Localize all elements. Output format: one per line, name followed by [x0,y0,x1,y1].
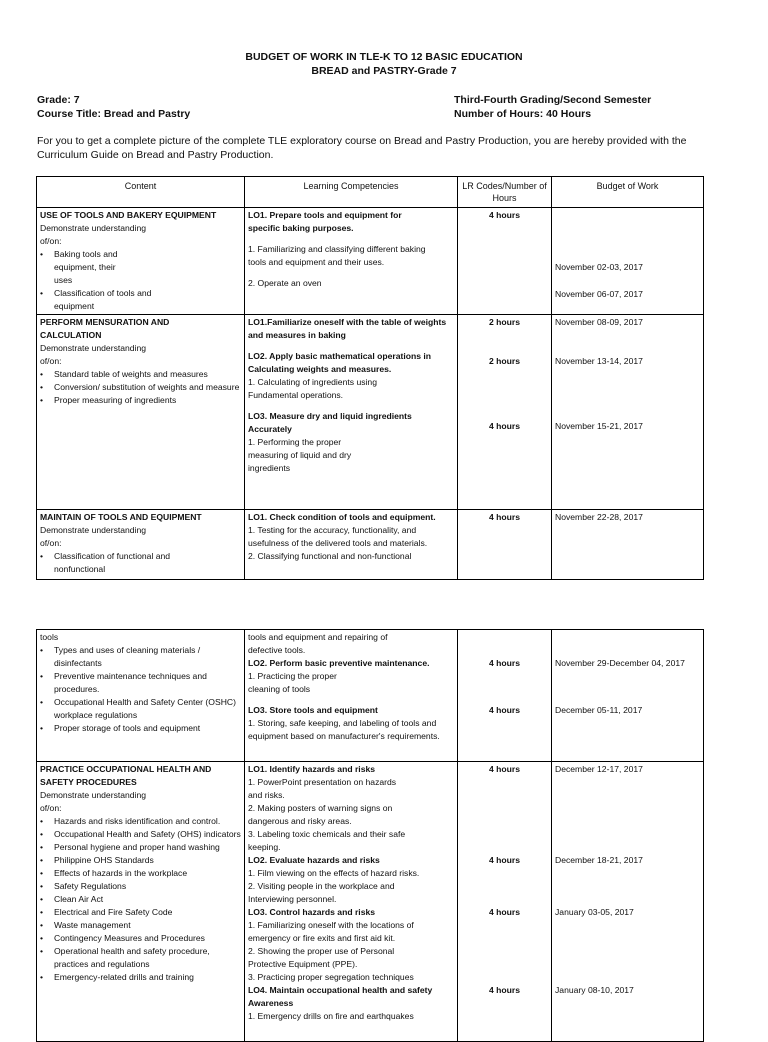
content-bullet: • Operational health and safety procedure, practices and regulations [40,945,241,971]
hours-value: 4 hours [488,764,521,774]
budget-table-1 [36,176,704,580]
document-title: BUDGET OF WORK IN TLE-K TO 12 BASIC EDUCATION [245,51,523,63]
content-bullet: • Effects of hazards in the workplace [40,867,241,880]
competency-item: 2. Showing the proper use of Personal Protective Equipment (PPE). [248,946,395,969]
hours-value: 4 hours [488,907,521,917]
content-bullet: • Baking tools and equipment, their uses [40,248,134,287]
content-bullet: • Classification of functional and nonfunctional [40,550,204,576]
competency-lo: LO1. Prepare tools and equipment for specific baking purposes. [248,210,402,233]
competency-item: 3. Labeling toxic chemicals and their safe keeping. [248,829,406,852]
content-bullet: • Personal hygiene and proper hand washing [40,841,224,854]
competency-item: 1. Emergency drills on fire and earthquakes [248,1011,414,1021]
budget-date: November 02-03, 2017 [555,262,643,272]
competency-item: 1. Calculating of ingredients using Fundamental operations. [248,377,377,400]
budget-date: December 12-17, 2017 [555,764,643,774]
col-header-hours: LR Codes/Number of Hours [458,177,552,208]
number-of-hours: Number of Hours: 40 Hours [454,108,592,120]
content-bullet: • Conversion/ substitution of weights and measure [40,381,241,394]
content-bullet: • Contingency Measures and Procedures [40,932,241,945]
content-bullet: • Proper storage of tools and equipment [40,722,241,735]
content-line: of/on: [40,538,62,548]
competency-cell [245,630,458,762]
grading-period: Third-Fourth Grading/Second Semester [454,94,652,106]
content-cell [37,510,245,580]
competency-item: 1. Performing the proper measuring of liquid and dry ingredients [248,437,352,473]
budget-cell [552,315,704,510]
col-header-budget: Budget of Work [552,177,704,208]
budget-cell [552,762,704,1042]
table-header-row [37,177,704,208]
budget-date: November 29-December 04, 2017 [555,658,685,668]
hours-cell [458,208,552,315]
competency-item: 2. Operate an oven [248,278,322,288]
content-bullet: • Waste management [40,919,241,932]
content-bullet: • Occupational Health and Safety (OHS) indicators [40,828,241,841]
content-bullet: • Safety Regulations [40,880,241,893]
budget-date: January 03-05, 2017 [555,907,634,917]
content-bullet: • Philippine OHS Standards [40,854,241,867]
col-header-competencies: Learning Competencies [245,177,458,208]
content-bullet: • Proper measuring of ingredients [40,394,241,407]
budget-cell [552,630,704,762]
budget-cell [552,208,704,315]
hours-cell [458,630,552,762]
hours-value: 4 hours [488,705,521,715]
content-line: of/on: [40,803,62,813]
content-title: MAINTAIN OF TOOLS AND EQUIPMENT [40,512,202,522]
competency-item: tools and equipment and repairing of defective tools. [248,632,388,655]
competency-item: 1. Familiarizing oneself with the locations of emergency or fire exits and first aid kit. [248,920,414,943]
competency-lo: LO1.Familiarize oneself with the table of weights and measures in baking [248,317,447,340]
competency-item: 1. Film viewing on the effects of hazard risks. [248,868,420,878]
content-title: PERFORM MENSURATION AND CALCULATION [40,317,170,340]
content-bullet: • Occupational Health and Safety Center (OSHC) workplace regulations [40,696,241,722]
content-cell [37,762,245,1042]
competency-item: 1. Storing, safe keeping, and labeling of tools and equipment based on manufacturer's requirements. [248,718,440,741]
content-line: of/on: [40,236,62,246]
competency-lo: LO3. Store tools and equipment [248,705,378,715]
content-bullet: • Hazards and risks identification and control. [40,815,234,828]
content-line: Demonstrate understanding [40,223,147,233]
competency-cell [245,762,458,1042]
competency-lo: LO4. Maintain occupational health and safety Awareness [248,985,433,1008]
content-bullet: • Types and uses of cleaning materials / disinfectants [40,644,241,670]
hours-value: 4 hours [488,658,521,668]
content-line: tools [40,632,59,642]
competency-item: 2. Visiting people in the workplace and Interviewing personnel. [248,881,395,904]
content-bullet: • Preventive maintenance techniques and procedures. [40,670,241,696]
competency-item: 1. Practicing the proper cleaning of tools [248,671,337,694]
content-title: USE OF TOOLS AND BAKERY EQUIPMENT [40,210,217,220]
hours-value: 4 hours [488,512,521,522]
hours-value: 2 hours [488,317,521,327]
competency-item: 1. PowerPoint presentation on hazards and risks. [248,777,397,800]
hours-cell [458,762,552,1042]
grade-label: Grade: 7 [37,94,80,106]
content-cell [37,315,245,510]
competency-item: 3. Practicing proper segregation techniques [248,972,414,982]
table-row [37,762,704,1042]
hours-cell [458,315,552,510]
hours-value: 4 hours [488,421,521,431]
hours-value: 4 hours [488,855,521,865]
content-line: Demonstrate understanding [40,343,147,353]
budget-date: November 15-21, 2017 [555,421,643,431]
budget-date: November 13-14, 2017 [555,356,643,366]
competency-cell [245,510,458,580]
budget-cell [552,510,704,580]
competency-item: 2. Making posters of warning signs on dangerous and risky areas. [248,803,393,826]
content-bullet: • Classification of tools and equipment [40,287,174,313]
table-row [37,510,704,580]
competency-lo: LO3. Measure dry and liquid ingredients Accurately [248,411,412,434]
hours-value: 4 hours [488,985,521,995]
budget-date: November 22-28, 2017 [555,512,643,522]
table-row [37,630,704,762]
competency-lo: LO2. Evaluate hazards and risks [248,855,380,865]
document-subtitle: BREAD and PASTRY-Grade 7 [311,65,457,77]
hours-value: 4 hours [488,210,521,220]
content-bullet: • Electrical and Fire Safety Code [40,906,241,919]
competency-lo: LO3. Control hazards and risks [248,907,376,917]
content-bullet: • Emergency-related drills and training [40,971,241,984]
table-row [37,315,704,510]
content-cell [37,630,245,762]
competency-lo: LO1. Check condition of tools and equipment. [248,512,436,522]
competency-cell [245,315,458,510]
hours-value: 2 hours [488,356,521,366]
budget-date: January 08-10, 2017 [555,985,634,995]
budget-date: November 06-07, 2017 [555,289,643,299]
competency-item: 1. Familiarizing and classifying different baking tools and equipment and their uses. [248,244,426,267]
competency-item: 2. Classifying functional and non-functional [248,551,412,561]
col-header-content: Content [37,177,245,208]
budget-table-2 [36,629,704,1042]
competency-cell [245,208,458,315]
competency-item: 1. Testing for the accuracy, functionality, and usefulness of the delivered tools and materials. [248,525,428,548]
budget-date: December 18-21, 2017 [555,855,643,865]
content-line: of/on: [40,356,62,366]
competency-lo: LO1. Identify hazards and risks [248,764,376,774]
competency-lo: LO2. Apply basic mathematical operations in Calculating weights and measures. [248,351,432,374]
hours-cell [458,510,552,580]
content-bullet: • Standard table of weights and measures [40,368,241,381]
content-line: Demonstrate understanding [40,790,147,800]
budget-date: November 08-09, 2017 [555,317,643,327]
intro-paragraph: For you to get a complete picture of the complete TLE exploratory course on Bread and Pastry Production, you are hereby provided with the Curriculum Guide on Bread and Pastry Production. [37,135,687,161]
content-title: PRACTICE OCCUPATIONAL HEALTH AND SAFETY PROCEDURES [40,764,212,787]
table-row [37,208,704,315]
budget-date: December 05-11, 2017 [555,705,643,715]
course-title: Course Title: Bread and Pastry [37,108,191,120]
competency-lo: LO2. Perform basic preventive maintenance. [248,658,430,668]
content-bullet: • Clean Air Act [40,893,241,906]
content-cell [37,208,245,315]
content-line: Demonstrate understanding [40,525,147,535]
